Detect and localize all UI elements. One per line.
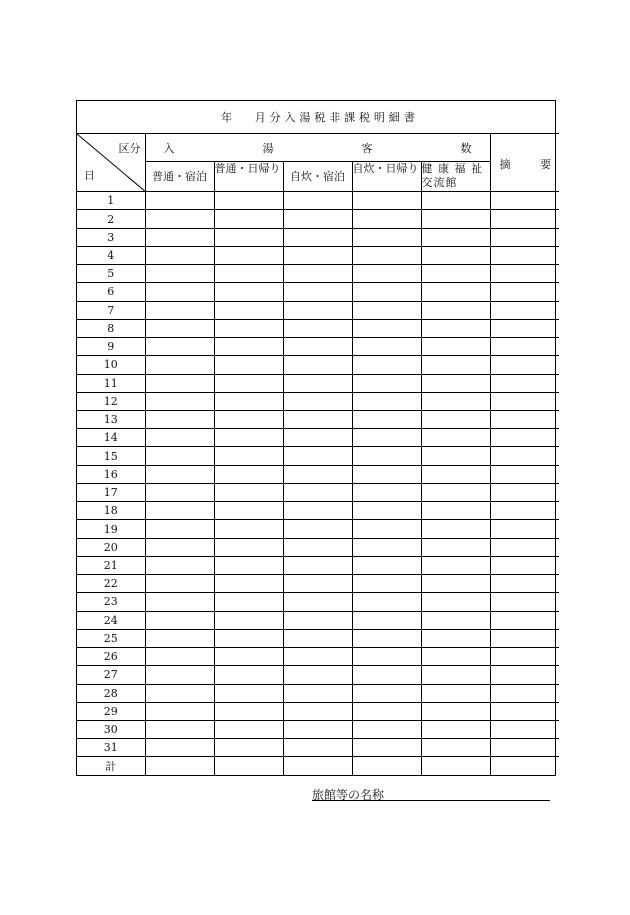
guest-count-cell[interactable] [283, 502, 352, 520]
guest-count-cell[interactable] [283, 739, 352, 757]
guest-count-cell[interactable] [145, 629, 214, 647]
column-header-selfcatering-stay: 自炊・宿泊 [283, 161, 352, 191]
guest-count-cell[interactable] [214, 228, 283, 246]
day-number: 9 [77, 338, 145, 356]
guest-count-cell[interactable] [145, 210, 214, 228]
day-number: 31 [77, 739, 145, 757]
day-number: 10 [77, 356, 145, 374]
guest-count-cell[interactable] [283, 465, 352, 483]
guest-count-cell[interactable] [214, 556, 283, 574]
guest-count-cell[interactable] [352, 374, 421, 392]
guest-count-cell[interactable] [421, 465, 490, 483]
guest-count-cell[interactable] [214, 538, 283, 556]
guest-count-cell[interactable] [145, 356, 214, 374]
day-number: 19 [77, 520, 145, 538]
guest-count-cell[interactable] [145, 429, 214, 447]
guest-count-cell[interactable] [214, 265, 283, 283]
table-row [77, 447, 559, 465]
guest-count-cell[interactable] [283, 210, 352, 228]
guest-count-cell[interactable] [421, 265, 490, 283]
guest-count-cell[interactable] [214, 648, 283, 666]
guest-count-cell[interactable] [145, 392, 214, 410]
remarks-cell[interactable] [490, 338, 559, 356]
guest-count-cell[interactable] [352, 575, 421, 593]
remarks-cell[interactable] [490, 392, 559, 410]
remarks-header-char: 要 [540, 158, 552, 172]
guest-count-cell[interactable] [421, 411, 490, 429]
remarks-cell[interactable] [490, 538, 559, 556]
table-row [77, 629, 559, 647]
guest-count-cell[interactable] [214, 411, 283, 429]
table-row [77, 301, 559, 319]
guest-count-cell[interactable] [352, 283, 421, 301]
guest-count-cell[interactable] [145, 611, 214, 629]
guest-count-cell[interactable] [283, 684, 352, 702]
guest-count-cell[interactable] [145, 374, 214, 392]
table-row [77, 502, 559, 520]
guest-count-cell[interactable] [352, 392, 421, 410]
guest-count-cell[interactable] [421, 720, 490, 738]
table-row [77, 666, 559, 684]
guest-count-cell[interactable] [214, 702, 283, 720]
table-row [77, 210, 559, 228]
guest-count-cell[interactable] [283, 720, 352, 738]
day-number: 15 [77, 447, 145, 465]
day-number: 8 [77, 319, 145, 337]
guest-count-cell[interactable] [352, 192, 421, 210]
column-header-welfare-center: 健 康 福 祉 交流館 [421, 161, 490, 191]
guest-count-cell[interactable] [283, 520, 352, 538]
table-row [77, 265, 559, 283]
guest-count-cell[interactable] [421, 374, 490, 392]
guest-count-cell[interactable] [421, 483, 490, 501]
table-row [77, 429, 559, 447]
guest-count-cell[interactable] [352, 520, 421, 538]
guest-count-cell[interactable] [283, 702, 352, 720]
guest-count-cell[interactable] [352, 702, 421, 720]
guest-count-cell[interactable] [283, 319, 352, 337]
guest-count-cell[interactable] [214, 757, 283, 775]
guest-count-cell[interactable] [214, 593, 283, 611]
day-number: 22 [77, 575, 145, 593]
corner-header-cell [77, 134, 145, 192]
guest-count-cell[interactable] [421, 356, 490, 374]
guest-count-cell[interactable] [283, 666, 352, 684]
guest-count-cell[interactable] [352, 411, 421, 429]
guest-count-cell[interactable] [421, 538, 490, 556]
guest-count-cell[interactable] [214, 301, 283, 319]
guest-count-cell[interactable] [214, 739, 283, 757]
guest-count-cell[interactable] [145, 757, 214, 775]
table-row [77, 465, 559, 483]
remarks-cell[interactable] [490, 283, 559, 301]
table-row [77, 556, 559, 574]
guest-count-cell[interactable] [214, 720, 283, 738]
table-row [77, 338, 559, 356]
day-number: 16 [77, 465, 145, 483]
guest-count-cell[interactable] [421, 228, 490, 246]
day-number: 30 [77, 720, 145, 738]
guest-count-cell[interactable] [145, 502, 214, 520]
guest-count-cell[interactable] [145, 192, 214, 210]
guest-count-cell[interactable] [421, 520, 490, 538]
table-row [77, 575, 559, 593]
day-number: 24 [77, 611, 145, 629]
day-number: 2 [77, 210, 145, 228]
guest-count-cell[interactable] [421, 338, 490, 356]
guest-count-cell[interactable] [145, 338, 214, 356]
guest-count-cell[interactable] [352, 684, 421, 702]
guest-count-cell[interactable] [283, 265, 352, 283]
guest-count-cell[interactable] [421, 502, 490, 520]
day-number: 29 [77, 702, 145, 720]
guest-count-cell[interactable] [283, 429, 352, 447]
remarks-cell[interactable] [490, 757, 559, 775]
guest-count-cell[interactable] [214, 319, 283, 337]
guest-count-cell[interactable] [283, 356, 352, 374]
table-row [77, 520, 559, 538]
day-number: 17 [77, 483, 145, 501]
remarks-cell[interactable] [490, 720, 559, 738]
day-number: 23 [77, 593, 145, 611]
table-row [77, 228, 559, 246]
inn-name-field[interactable] [312, 786, 550, 801]
remarks-cell[interactable] [490, 228, 559, 246]
guest-count-cell[interactable] [145, 556, 214, 574]
guest-count-cell[interactable] [421, 648, 490, 666]
guest-count-cell[interactable] [352, 265, 421, 283]
day-number: 13 [77, 411, 145, 429]
remarks-cell[interactable] [490, 374, 559, 392]
guest-count-cell[interactable] [283, 411, 352, 429]
guest-count-cell[interactable] [421, 192, 490, 210]
day-number: 20 [77, 538, 145, 556]
guest-count-cell[interactable] [214, 483, 283, 501]
day-number: 7 [77, 301, 145, 319]
guest-count-header-char: 数 [460, 141, 472, 155]
day-number: 21 [77, 556, 145, 574]
guest-count-cell[interactable] [421, 283, 490, 301]
guest-count-cell[interactable] [421, 319, 490, 337]
table-row [77, 538, 559, 556]
guest-count-cell[interactable] [214, 192, 283, 210]
guest-count-cell[interactable] [145, 465, 214, 483]
remarks-cell[interactable] [490, 611, 559, 629]
guest-count-cell[interactable] [145, 684, 214, 702]
guest-count-cell[interactable] [352, 228, 421, 246]
guest-count-cell[interactable] [283, 483, 352, 501]
guest-count-cell[interactable] [214, 520, 283, 538]
guest-count-cell[interactable] [421, 666, 490, 684]
guest-count-cell[interactable] [145, 319, 214, 337]
guest-count-cell[interactable] [352, 447, 421, 465]
guest-count-cell[interactable] [283, 593, 352, 611]
guest-count-cell[interactable] [145, 447, 214, 465]
guest-count-cell[interactable] [352, 356, 421, 374]
guest-count-cell[interactable] [145, 246, 214, 264]
form-title: 年 月 分 入 湯 税 非 課 税 明 細 書 [77, 101, 559, 134]
remarks-cell[interactable] [490, 520, 559, 538]
table-row [77, 392, 559, 410]
remarks-cell[interactable] [490, 648, 559, 666]
remarks-cell[interactable] [490, 319, 559, 337]
guest-count-cell[interactable] [214, 611, 283, 629]
remarks-cell[interactable] [490, 465, 559, 483]
table-row [77, 720, 559, 738]
guest-count-cell[interactable] [214, 502, 283, 520]
guest-count-cell[interactable] [352, 648, 421, 666]
day-number: 12 [77, 392, 145, 410]
day-number: 25 [77, 629, 145, 647]
guest-count-cell[interactable] [352, 629, 421, 647]
guest-count-cell[interactable] [145, 520, 214, 538]
table-row [77, 648, 559, 666]
day-number: 18 [77, 502, 145, 520]
guest-count-cell[interactable] [214, 447, 283, 465]
day-number: 4 [77, 246, 145, 264]
table-row [77, 739, 559, 757]
table-row [77, 319, 559, 337]
remarks-cell[interactable] [490, 246, 559, 264]
remarks-cell[interactable] [490, 702, 559, 720]
guest-count-cell[interactable] [283, 228, 352, 246]
guest-count-cell[interactable] [352, 210, 421, 228]
guest-count-cell[interactable] [421, 447, 490, 465]
remarks-cell[interactable] [490, 447, 559, 465]
remarks-cell[interactable] [490, 739, 559, 757]
guest-count-cell[interactable] [214, 684, 283, 702]
guest-count-cell[interactable] [214, 666, 283, 684]
guest-count-cell[interactable] [214, 338, 283, 356]
table-row [77, 192, 559, 210]
table-row [77, 374, 559, 392]
guest-count-cell[interactable] [145, 666, 214, 684]
day-number: 計 [77, 757, 145, 775]
guest-count-cell[interactable] [421, 739, 490, 757]
remarks-cell[interactable] [490, 265, 559, 283]
table-row [77, 246, 559, 264]
guest-count-cell[interactable] [421, 301, 490, 319]
table-row [77, 593, 559, 611]
detail-table [77, 101, 559, 775]
guest-count-cell[interactable] [214, 210, 283, 228]
remarks-cell[interactable] [490, 483, 559, 501]
guest-count-cell[interactable] [214, 629, 283, 647]
guest-count-cell[interactable] [283, 575, 352, 593]
guest-count-cell[interactable] [352, 429, 421, 447]
guest-count-cell[interactable] [352, 666, 421, 684]
guest-count-cell[interactable] [283, 611, 352, 629]
guest-count-cell[interactable] [421, 575, 490, 593]
guest-count-cell[interactable] [283, 648, 352, 666]
inn-name-label: 旅館等の名称 [312, 788, 385, 802]
guest-count-cell[interactable] [145, 483, 214, 501]
guest-count-header-char: 客 [361, 141, 373, 155]
table-row [77, 702, 559, 720]
table-row [77, 283, 559, 301]
column-header-regular-stay: 普通・宿泊 [145, 161, 214, 191]
guest-count-cell[interactable] [283, 392, 352, 410]
guest-count-cell[interactable] [283, 629, 352, 647]
remarks-cell[interactable] [490, 192, 559, 210]
remarks-cell[interactable] [490, 629, 559, 647]
guest-count-cell[interactable] [352, 465, 421, 483]
guest-count-cell[interactable] [421, 210, 490, 228]
column-header-regular-daytrip: 普通・日帰り [214, 161, 283, 191]
guest-count-header [145, 134, 490, 161]
guest-count-cell[interactable] [352, 319, 421, 337]
guest-count-cell[interactable] [421, 611, 490, 629]
day-number: 6 [77, 283, 145, 301]
guest-count-cell[interactable] [214, 283, 283, 301]
remarks-cell[interactable] [490, 301, 559, 319]
remarks-cell[interactable] [490, 556, 559, 574]
guest-count-cell[interactable] [283, 192, 352, 210]
guest-count-cell[interactable] [352, 483, 421, 501]
guest-count-cell[interactable] [145, 702, 214, 720]
guest-count-cell[interactable] [352, 757, 421, 775]
guest-count-cell[interactable] [421, 556, 490, 574]
table-row [77, 356, 559, 374]
guest-count-cell[interactable] [352, 338, 421, 356]
tax-exemption-form [76, 100, 556, 776]
remarks-cell[interactable] [490, 411, 559, 429]
guest-count-cell[interactable] [421, 246, 490, 264]
guest-count-cell[interactable] [145, 283, 214, 301]
guest-count-cell[interactable] [214, 246, 283, 264]
guest-count-cell[interactable] [352, 502, 421, 520]
guest-count-cell[interactable] [214, 356, 283, 374]
table-row [77, 684, 559, 702]
guest-count-cell[interactable] [283, 301, 352, 319]
day-number: 3 [77, 228, 145, 246]
remarks-header-char: 摘 [499, 158, 511, 172]
guest-count-cell[interactable] [283, 538, 352, 556]
guest-count-header-char: 入 [163, 141, 175, 155]
remarks-cell[interactable] [490, 210, 559, 228]
day-number: 11 [77, 374, 145, 392]
column-header-selfcatering-daytrip: 自炊・日帰り [352, 161, 421, 191]
remarks-cell[interactable] [490, 684, 559, 702]
kubun-label: 区分 [118, 142, 141, 156]
guest-count-cell[interactable] [352, 720, 421, 738]
day-label: 日 [84, 169, 95, 183]
remarks-cell[interactable] [490, 593, 559, 611]
guest-count-cell[interactable] [352, 593, 421, 611]
guest-count-cell[interactable] [352, 611, 421, 629]
table-row [77, 611, 559, 629]
guest-count-cell[interactable] [145, 228, 214, 246]
guest-count-cell[interactable] [283, 757, 352, 775]
guest-count-cell[interactable] [145, 739, 214, 757]
guest-count-cell[interactable] [352, 538, 421, 556]
guest-count-cell[interactable] [283, 556, 352, 574]
guest-count-cell[interactable] [421, 684, 490, 702]
guest-count-cell[interactable] [283, 283, 352, 301]
guest-count-cell[interactable] [421, 593, 490, 611]
guest-count-cell[interactable] [352, 246, 421, 264]
guest-count-cell[interactable] [145, 411, 214, 429]
guest-count-cell[interactable] [352, 739, 421, 757]
guest-count-cell[interactable] [283, 338, 352, 356]
guest-count-cell[interactable] [283, 374, 352, 392]
remarks-cell[interactable] [490, 666, 559, 684]
remarks-cell[interactable] [490, 575, 559, 593]
day-number: 26 [77, 648, 145, 666]
guest-count-cell[interactable] [145, 720, 214, 738]
guest-count-cell[interactable] [352, 301, 421, 319]
guest-count-cell[interactable] [421, 629, 490, 647]
guest-count-cell[interactable] [145, 648, 214, 666]
day-number: 28 [77, 684, 145, 702]
remarks-cell[interactable] [490, 356, 559, 374]
table-row [77, 411, 559, 429]
guest-count-cell[interactable] [421, 702, 490, 720]
guest-count-cell[interactable] [421, 757, 490, 775]
guest-count-cell[interactable] [283, 447, 352, 465]
guest-count-cell[interactable] [352, 556, 421, 574]
table-row [77, 483, 559, 501]
guest-count-cell[interactable] [214, 374, 283, 392]
remarks-cell[interactable] [490, 429, 559, 447]
guest-count-cell[interactable] [145, 265, 214, 283]
guest-count-cell[interactable] [145, 538, 214, 556]
guest-count-cell[interactable] [214, 575, 283, 593]
remarks-cell[interactable] [490, 502, 559, 520]
guest-count-cell[interactable] [283, 246, 352, 264]
guest-count-cell[interactable] [145, 301, 214, 319]
total-row [77, 757, 559, 775]
day-number: 5 [77, 265, 145, 283]
guest-count-header-char: 湯 [262, 141, 274, 155]
guest-count-cell[interactable] [145, 575, 214, 593]
day-number: 1 [77, 192, 145, 210]
guest-count-cell[interactable] [214, 429, 283, 447]
guest-count-cell[interactable] [421, 429, 490, 447]
guest-count-cell[interactable] [421, 392, 490, 410]
guest-count-cell[interactable] [214, 465, 283, 483]
day-number: 14 [77, 429, 145, 447]
guest-count-cell[interactable] [214, 392, 283, 410]
remarks-header [490, 134, 559, 192]
guest-count-cell[interactable] [145, 593, 214, 611]
day-number: 27 [77, 666, 145, 684]
